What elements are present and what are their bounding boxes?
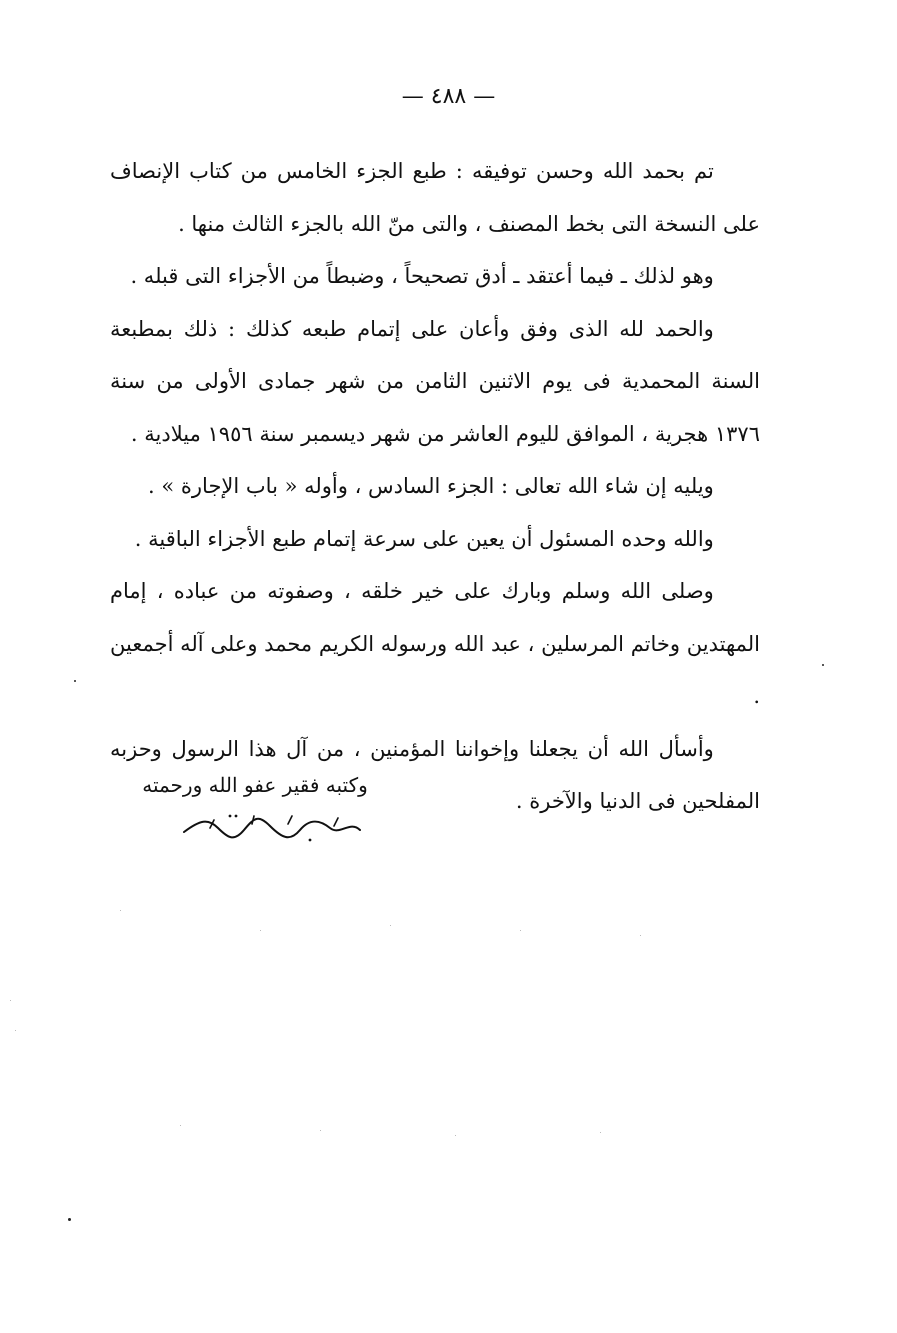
paragraph: وأسأل الله أن يجعلنا وإخواننا المؤمنين ، من آل هذا الرسول وحزبه المفلحين فى الدنيا والآخرة . (110, 736, 760, 813)
scan-speck (520, 930, 521, 931)
scan-speck (180, 1125, 181, 1126)
body-text (110, 145, 760, 828)
scan-speck (640, 935, 641, 936)
scan-speck (822, 664, 824, 666)
scan-speck (455, 1135, 456, 1136)
handwritten-signature (170, 810, 370, 844)
paragraph: تم بحمد الله وحسن توفيقه : طبع الجزء الخامس من كتاب الإنصاف على النسخة التى بخط المصنف ، والتى منّ الله بالجزء الثالث منها . (110, 159, 760, 236)
signature-line: وكتبه فقير عفو الله ورحمته (142, 773, 368, 797)
page-number: — ٤٨٨ — (401, 84, 496, 109)
scan-speck (390, 925, 391, 926)
scan-speck (74, 680, 76, 682)
scan-speck (600, 1132, 601, 1133)
scan-speck (68, 1218, 71, 1221)
scan-speck (260, 930, 261, 931)
scan-speck (10, 1000, 11, 1001)
paragraph: والله وحده المسئول أن يعين على سرعة إتمام طبع الأجزاء الباقية . (134, 526, 714, 551)
paragraph: والحمد لله الذى وفق وأعان على إتمام طبعه كذلك : ذلك بمطبعة السنة المحمدية فى يوم الاثنين الثامن من شهر جمادى الأولى من سنة ١٣٧٦ هجرية ، الموافق لليوم العاشر من شهر ديسمبر سنة ١٩٥٦ ميلادية . (110, 316, 760, 446)
signature-block (140, 770, 370, 844)
scan-speck (320, 1130, 321, 1131)
paragraph: وصلى الله وسلم وبارك على خير خلقه ، وصفوته من عباده ، إمام المهتدين وخاتم المرسلين ، عبد الله ورسوله الكريم محمد وعلى آله أجمعين . (110, 579, 760, 708)
paragraph: ويليه إن شاء الله تعالى : الجزء السادس ، وأوله « باب الإجارة » . (148, 474, 714, 498)
scan-speck (120, 910, 121, 911)
paragraph: وهو لذلك ـ فيما أعتقد ـ أدق تصحيحاً ، وضبطاً من الأجزاء التى قبله . (130, 264, 714, 288)
scan-speck (15, 1030, 16, 1031)
